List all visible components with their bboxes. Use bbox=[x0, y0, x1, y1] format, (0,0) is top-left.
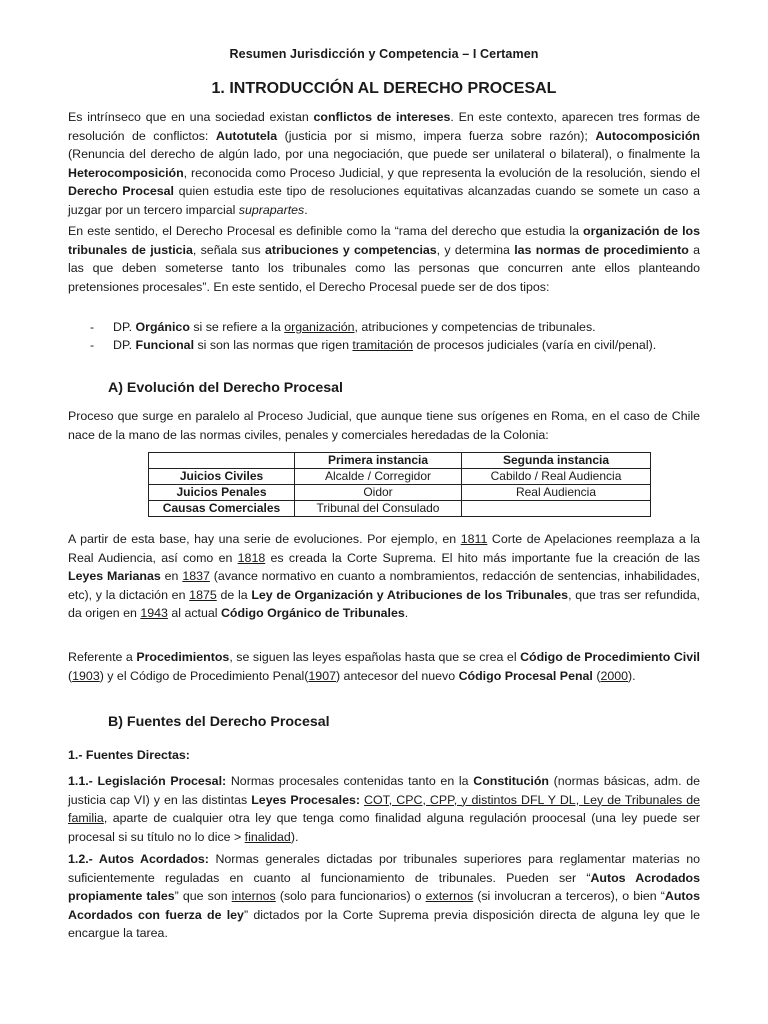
table-row bbox=[149, 485, 651, 501]
table-cell: Juicios Penales bbox=[149, 485, 295, 501]
procedures-paragraph: Referente a Procedimientos, se siguen las leyes españolas hasta que se crea el Código de Procedimiento Civil (1903) y el Código de Procedimiento Penal(1907) antecesor del nuevo Código Procesal Penal (2000). bbox=[68, 650, 700, 683]
page-header: Resumen Jurisdicción y Competencia – I Certamen bbox=[229, 47, 539, 61]
table-row bbox=[149, 469, 651, 485]
intro-paragraph: Es intrínseco que en una sociedad existan conflictos de intereses. En este contexto, aparecen tres formas de resolución de conflictos: Autotutela (justicia por si mismo, impera fuerza sobre razón); Autocomposición (Renuncia del derecho de algún lado, por una negociación, que puede ser unilateral o bilateral), o finalmente la Heterocomposición, reconocida como Proceso Judicial, y que representa la evolución de la resolución, siendo el Derecho Procesal quien estudia este tipo de resoluciones equitativas alcanzadas cuando se somete un caso a juzgar por un tercero imparcial suprapartes. bbox=[68, 110, 701, 217]
definition-paragraph: En este sentido, el Derecho Procesal es definible como la “rama del derecho que estudia la organización de los tribunales de justicia, señala sus atribuciones y competencias, y determina las normas de procedimiento a las que deben someterse tanto los tribunales como las personas que concurren ante ellos planteando pretensiones procesales”. En este sentido, el Derecho Procesal puede ser de dos tipos: bbox=[68, 224, 700, 294]
page-title: 1. INTRODUCCIÓN AL DERECHO PROCESAL bbox=[211, 80, 557, 97]
direct-sources-heading: 1.- Fuentes Directas: bbox=[68, 748, 190, 762]
table-row bbox=[149, 501, 651, 517]
section-a-heading: A) Evolución del Derecho Procesal bbox=[108, 380, 343, 396]
table-cell: Cabildo / Real Audiencia bbox=[462, 469, 651, 485]
courts-table bbox=[148, 452, 651, 517]
table-cell bbox=[462, 501, 651, 517]
table-header-cell: Primera instancia bbox=[295, 453, 462, 469]
table-cell: Tribunal del Consulado bbox=[295, 501, 462, 517]
procedural-legislation-paragraph: 1.1.- Legislación Procesal: Normas procesales contenidas tanto en la Constitución (normas básicas, adm. de justicia cap VI) y en las distintas Leyes Procesales: COT, CPC, CPP, y distintos DFL Y DL, Ley de Tribunales de familia, aparte de cualquier otra ley que tenga como finalidad alguna regulación proocesal (una ley puede ser procesal si su título no lo dice > finalidad). bbox=[68, 774, 701, 844]
section-a-intro: Proceso que surge en paralelo al Proceso Judicial, que aunque tiene sus orígenes en Roma, en el caso de Chile nace de la mano de las normas civiles, penales y comerciales heredadas de la Colonia: bbox=[68, 409, 700, 442]
table-header-cell: Segunda instancia bbox=[462, 453, 651, 469]
autos-acordados-paragraph: 1.2.- Autos Acordados: Normas generales dictadas por tribunales superiores para reglamentar materias no suficientemente reguladas en cuanto al funcionamiento de tribunales. Pueden ser “Autos Acrodados propiamente tales” que son internos (solo para funcionarios) o externos (si involucran a terceros), o bien “Autos Acordados con fuerza de ley” dictados por la Corte Suprema previa disposición directa de alguna ley que le encargue la tarea. bbox=[68, 852, 700, 941]
table-cell: Oidor bbox=[295, 485, 462, 501]
section-b-heading: B) Fuentes del Derecho Procesal bbox=[108, 714, 330, 730]
list-item: - DP. Funcional si son las normas que rigen tramitación de procesos judiciales (varía en civil/penal). bbox=[90, 338, 657, 352]
table-cell: Juicios Civiles bbox=[149, 469, 295, 485]
table-cell: Alcalde / Corregidor bbox=[295, 469, 462, 485]
evolution-paragraph: A partir de esta base, hay una serie de evoluciones. Por ejemplo, en 1811 Corte de Apelaciones reemplaza a la Real Audiencia, así como en 1818 es creada la Corte Suprema. El hito más importante fue la creación de las Leyes Marianas en 1837 (avance normativo en cuanto a nombramientos, redacción de sentencias, inhabilidades, etc), y la dictación en 1875 de la Ley de Organización y Atribuciones de los Tribunales, que tras ser refundida, da origen en 1943 al actual Código Orgánico de Tribunales. bbox=[68, 532, 701, 621]
table-header-cell bbox=[149, 453, 295, 469]
list-item: - DP. Orgánico si se refiere a la organización, atribuciones y competencias de tribunales. bbox=[90, 320, 596, 334]
table-cell: Real Audiencia bbox=[462, 485, 651, 501]
table-header-row bbox=[149, 453, 651, 469]
table-cell: Causas Comerciales bbox=[149, 501, 295, 517]
